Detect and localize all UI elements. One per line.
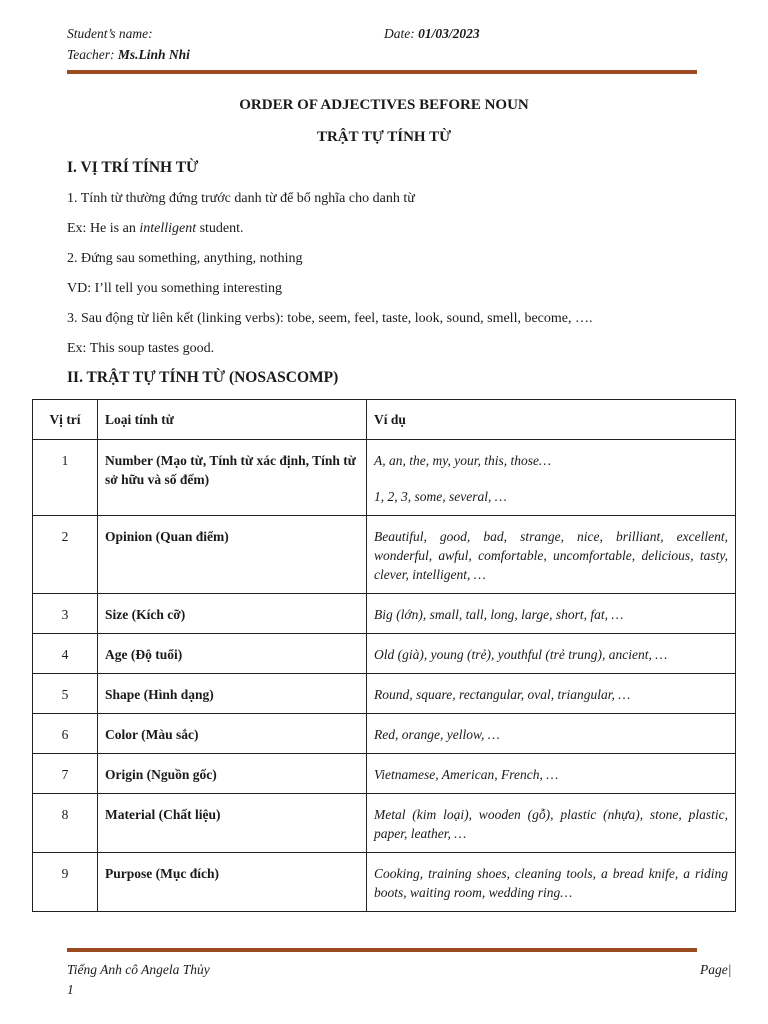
row-example: Big (lớn), small, tall, long, large, short, fat, … xyxy=(367,594,736,634)
section-2-heading: II. TRẬT TỰ TÍNH TỪ (NOSASCOMP) xyxy=(67,369,339,386)
example-1-text xyxy=(67,221,244,237)
rule-2-text: 2. Đứng sau something, anything, nothing xyxy=(67,251,303,266)
row-position: 7 xyxy=(33,754,98,794)
row-example: Vietnamese, American, French, … xyxy=(367,754,736,794)
page-title: ORDER OF ADJECTIVES BEFORE NOUN xyxy=(239,97,529,113)
table-row xyxy=(33,634,736,674)
adjective-order-table xyxy=(32,399,736,912)
row-position: 2 xyxy=(33,516,98,594)
footer-left-text: Tiếng Anh cô Angela Thủy xyxy=(67,962,210,977)
row-type: Opinion (Quan điểm) xyxy=(98,516,367,594)
row-type: Size (Kích cỡ) xyxy=(98,594,367,634)
date-label: Date: xyxy=(384,26,415,41)
row-position: 6 xyxy=(33,714,98,754)
row-position: 8 xyxy=(33,794,98,853)
header-example: Ví dụ xyxy=(367,400,736,440)
rule-3-text: 3. Sau động từ liên kết (linking verbs): tobe, seem, feel, taste, look, sound, smell, become, …. xyxy=(67,311,593,326)
row-type: Color (Màu sắc) xyxy=(98,714,367,754)
date-value: 01/03/2023 xyxy=(418,26,480,41)
table-row xyxy=(33,714,736,754)
date-line xyxy=(384,26,480,42)
example-1-pre: Ex: He is an xyxy=(67,221,140,236)
row-example: Cooking, training shoes, cleaning tools, a bread knife, a riding boots, waiting room, wedding ring… xyxy=(367,853,736,912)
row-type: Number (Mạo từ, Tính từ xác định, Tính từ sở hữu và số đếm) xyxy=(98,440,367,516)
example-1-italic: intelligent xyxy=(139,221,197,236)
teacher-name: Ms.Linh Nhi xyxy=(117,47,190,62)
row-type: Material (Chất liệu) xyxy=(98,794,367,853)
row-example: Old (già), young (trẻ), youthful (trẻ trung), ancient, … xyxy=(367,634,736,674)
example-2-text: VD: I’ll tell you something interesting xyxy=(67,281,283,296)
header-rule xyxy=(67,70,697,74)
row-type: Age (Độ tuổi) xyxy=(98,634,367,674)
table-row xyxy=(33,794,736,853)
row-example-line: A, an, the, my, your, this, those… xyxy=(374,453,551,468)
row-position: 1 xyxy=(33,440,98,516)
table-row xyxy=(33,516,736,594)
row-example-line-2: 1, 2, 3, some, several, … xyxy=(374,489,507,504)
example-1-post: student. xyxy=(196,221,244,236)
row-position: 5 xyxy=(33,674,98,714)
example-3-text: Ex: This soup tastes good. xyxy=(67,341,215,356)
page-subtitle: TRẬT TỰ TÍNH TỪ xyxy=(316,129,452,145)
rule-1-text: 1. Tính từ thường đứng trước danh từ để bổ nghĩa cho danh từ xyxy=(67,191,415,206)
row-position: 3 xyxy=(33,594,98,634)
student-name-label: Student’s name: xyxy=(67,26,153,41)
row-position: 4 xyxy=(33,634,98,674)
row-example: Metal (kim loại), wooden (gỗ), plastic (nhựa), stone, plastic, paper, leather, … xyxy=(367,794,736,853)
row-example: Beautiful, good, bad, strange, nice, brilliant, excellent, wonderful, awful, comfortable, uncomfortable, delicious, tasty, clever, intelligent, … xyxy=(367,516,736,594)
row-type: Origin (Nguồn gốc) xyxy=(98,754,367,794)
table-header-row xyxy=(33,400,736,440)
table-row xyxy=(33,594,736,634)
table-row xyxy=(33,674,736,714)
header-position: Vị trí xyxy=(33,400,98,440)
header-type: Loại tính từ xyxy=(98,400,367,440)
row-example xyxy=(367,440,736,516)
table-row xyxy=(33,440,736,516)
row-position: 9 xyxy=(33,853,98,912)
footer-page-number: 1 xyxy=(67,982,74,997)
table-row xyxy=(33,754,736,794)
row-type: Shape (Hình dạng) xyxy=(98,674,367,714)
section-1-heading: I. VỊ TRÍ TÍNH TỪ xyxy=(67,159,199,176)
row-example: Red, orange, yellow, … xyxy=(367,714,736,754)
row-example: Round, square, rectangular, oval, triangular, … xyxy=(367,674,736,714)
footer-rule xyxy=(67,948,697,952)
teacher-line xyxy=(67,47,190,63)
teacher-label: Teacher: xyxy=(67,47,115,62)
row-type: Purpose (Mục đích) xyxy=(98,853,367,912)
footer-page-label: Page| xyxy=(700,962,732,977)
table-row xyxy=(33,853,736,912)
